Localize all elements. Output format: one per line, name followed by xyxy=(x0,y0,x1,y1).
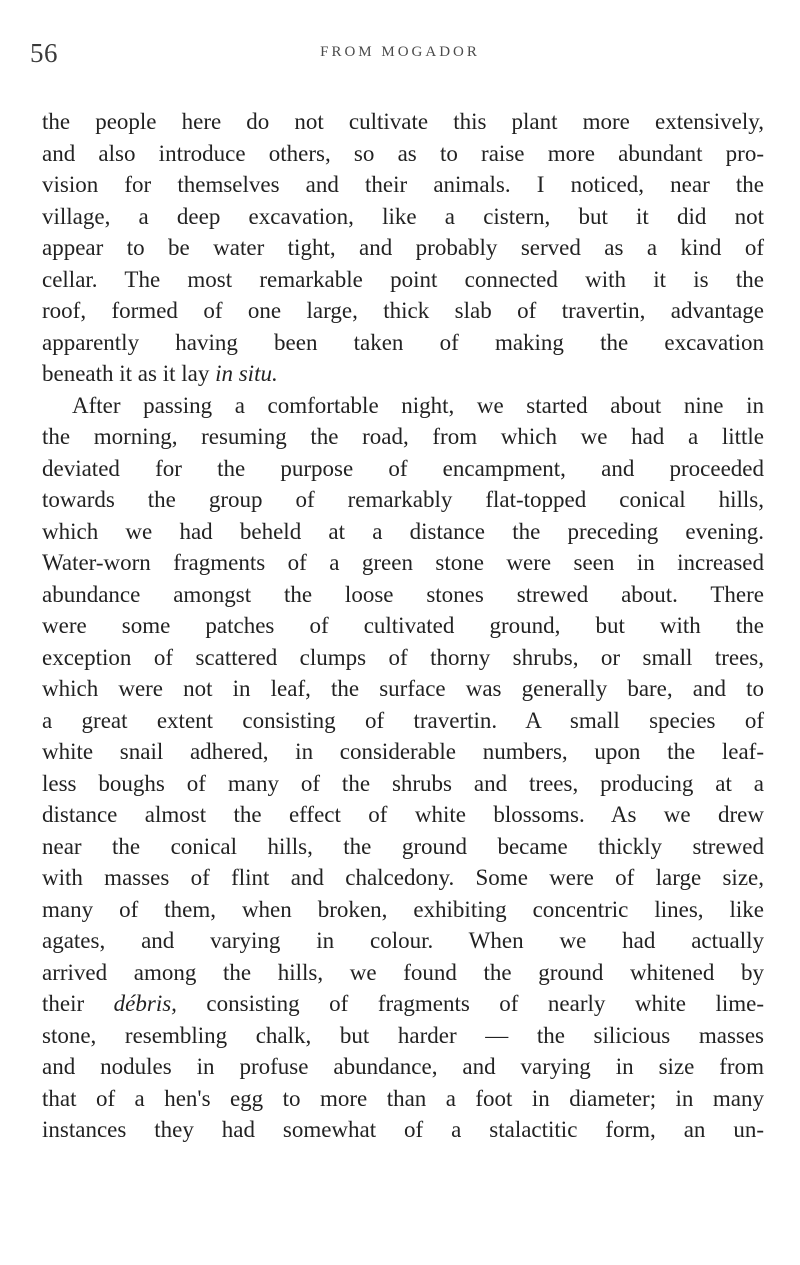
text-line: a great extent consisting of travertin. A small species of xyxy=(42,707,764,733)
text-line: roof, formed of one large, thick slab of travertin, advantage xyxy=(42,298,764,323)
text-segment: beneath it as it lay xyxy=(42,361,210,386)
text-line: appear to be water tight, and probably served as a kind of xyxy=(42,235,764,260)
text-line: the people here do not cultivate this plant more extensively, xyxy=(42,109,764,134)
text-line: Water-worn fragments of a green stone were seen in increased xyxy=(42,550,764,575)
italic-phrase: in situ. xyxy=(215,361,278,386)
text-line: near the conical hills, the ground became thickly strewed xyxy=(42,833,764,859)
text-line: vision for themselves and their animals. I noticed, near the xyxy=(42,172,764,197)
italic-word: débris, xyxy=(113,991,177,1016)
text-line: towards the group of remarkably flat-topped conical hills, xyxy=(42,487,764,512)
text-line: instances they had somewhat of a stalactitic form, an un- xyxy=(42,1117,764,1142)
running-title: FROM MOGADOR xyxy=(320,44,480,60)
text-line: arrived among the hills, we found the ground whitened by xyxy=(42,959,764,985)
text-line: and also introduce others, so as to raise more abundant pro- xyxy=(42,140,764,166)
text-line: white snail adhered, in considerable numbers, upon the leaf- xyxy=(42,739,764,764)
text-line: less boughs of many of the shrubs and trees, producing at a xyxy=(42,770,764,796)
text-line: apparently having been taken of making the excavation xyxy=(42,329,764,355)
body-text xyxy=(42,106,764,1146)
text-line: were some patches of cultivated ground, but with the xyxy=(42,613,764,638)
text-line: with masses of flint and chalcedony. Some were of large size, xyxy=(42,865,764,890)
text-line xyxy=(42,358,764,390)
text-line: which we had beheld at a distance the preceding evening. xyxy=(42,518,764,544)
page-number: 56 xyxy=(30,38,58,68)
text-line: and nodules in profuse abundance, and varying in size from xyxy=(42,1054,764,1079)
text-segment: their xyxy=(42,991,85,1016)
text-line: distance almost the effect of white blossoms. As we drew xyxy=(42,802,764,827)
text-line: the morning, resuming the road, from which we had a little xyxy=(42,424,764,449)
text-line: that of a hen's egg to more than a foot in diameter; in many xyxy=(42,1085,764,1111)
text-line: stone, resembling chalk, but harder — the silicious masses xyxy=(42,1022,764,1048)
text-line: many of them, when broken, exhibiting concentric lines, like xyxy=(42,896,764,922)
text-line: village, a deep excavation, like a cistern, but it did not xyxy=(42,203,764,229)
text-line: deviated for the purpose of encampment, and proceeded xyxy=(42,455,764,481)
text-line xyxy=(42,988,764,1020)
text-line: cellar. The most remarkable point connected with it is the xyxy=(42,266,764,292)
text-line: agates, and varying in colour. When we had actually xyxy=(42,928,764,953)
text-segment: consisting of fragments of nearly white lime- xyxy=(206,991,765,1016)
text-line: After passing a comfortable night, we started about nine in xyxy=(72,392,764,418)
text-line: exception of scattered clumps of thorny shrubs, or small trees, xyxy=(42,644,764,670)
text-line: abundance amongst the loose stones strewed about. There xyxy=(42,581,764,607)
text-line: which were not in leaf, the surface was generally bare, and to xyxy=(42,676,764,701)
